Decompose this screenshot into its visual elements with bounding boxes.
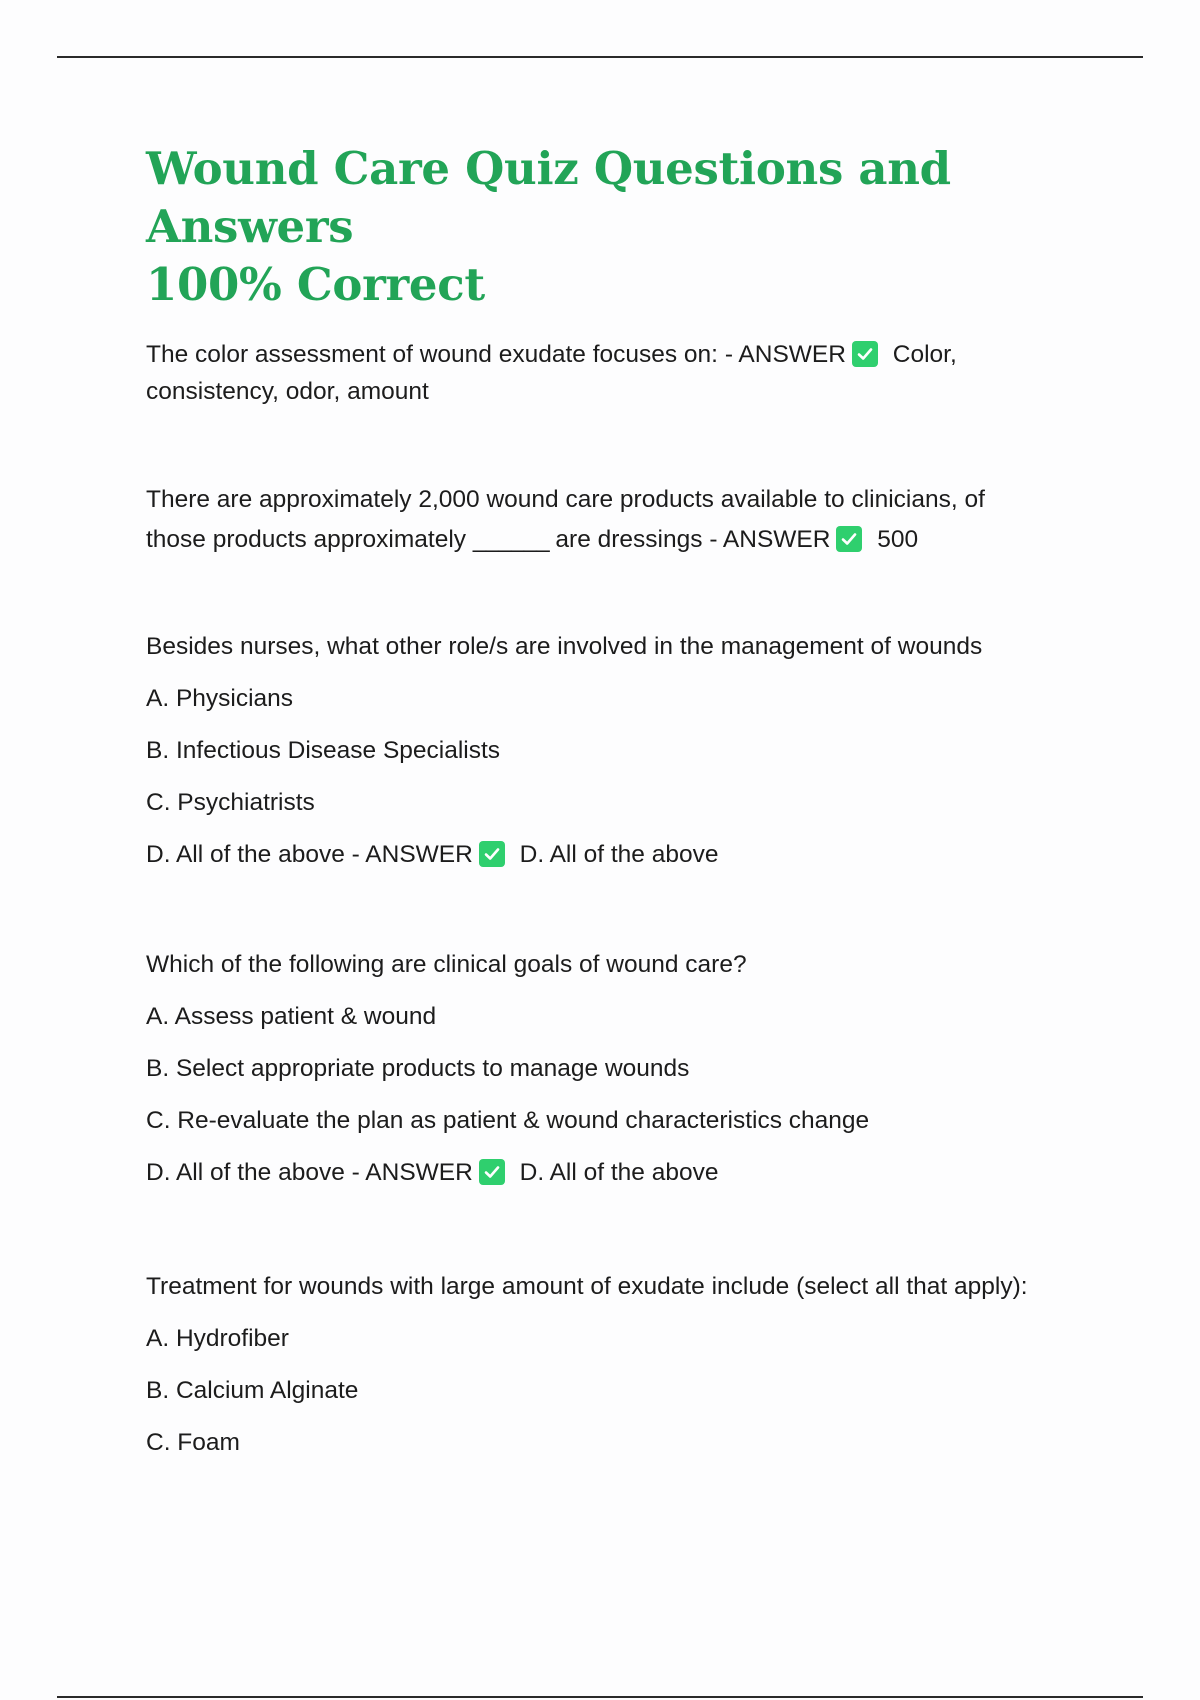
question-4-option-d: D. All of the above: [146, 1159, 345, 1186]
question-4-answer: D. All of the above: [519, 1159, 719, 1186]
question-4-option-a: A. Assess patient & wound: [146, 1003, 437, 1030]
top-rule: [57, 56, 1143, 58]
question-5-stem: Treatment for wounds with large amount of exudate include (select all that apply):: [146, 1273, 1028, 1300]
question-3-option-c: C. Psychiatrists: [146, 789, 315, 816]
question-2-text: [146, 480, 1106, 560]
check-mark-icon: [836, 526, 862, 552]
question-5-option-a: A. Hydrofiber: [146, 1325, 289, 1352]
check-mark-icon: [852, 341, 878, 367]
answer-marker: - ANSWER: [351, 1159, 473, 1186]
question-1-stem: The color assessment of wound exudate focuses on:: [146, 341, 718, 368]
question-5: [146, 1270, 1106, 1460]
answer-marker: - ANSWER: [709, 526, 831, 553]
document-title: [146, 140, 1106, 314]
question-1-answer-cont: consistency, odor, amount: [146, 378, 429, 405]
question-2-stem-part-1: There are approximately 2,000 wound care products available to clinicians, of: [146, 486, 985, 513]
question-2-stem-part-2: those products approximately: [146, 526, 467, 553]
question-1-text: [146, 336, 1106, 410]
title-line-2: 100% Correct: [146, 258, 485, 311]
question-3-option-b: B. Infectious Disease Specialists: [146, 737, 501, 764]
question-1: [146, 336, 1106, 410]
question-2-stem-part-3: are dressings: [555, 526, 703, 553]
check-mark-icon: [479, 841, 505, 867]
question-3-option-d: D. All of the above: [146, 841, 345, 868]
question-5-option-c: C. Foam: [146, 1429, 240, 1456]
question-3-answer: D. All of the above: [519, 841, 719, 868]
question-4-option-c: C. Re-evaluate the plan as patient & wound characteristics change: [146, 1107, 870, 1134]
question-3-stem: Besides nurses, what other role/s are involved in the management of wounds: [146, 633, 983, 660]
question-4-stem: Which of the following are clinical goals of wound care?: [146, 951, 747, 978]
question-3-option-a: A. Physicians: [146, 685, 294, 712]
question-3-option-d-line: [146, 838, 1106, 872]
answer-blank: ______: [472, 526, 549, 553]
bottom-rule: [57, 1696, 1143, 1698]
answer-marker: - ANSWER: [351, 841, 473, 868]
check-mark-icon: [479, 1159, 505, 1185]
answer-marker: - ANSWER: [724, 341, 846, 368]
question-4: [146, 948, 1106, 1190]
title-line-1: Wound Care Quiz Questions and Answers: [146, 142, 951, 253]
question-4-option-d-line: [146, 1156, 1106, 1190]
question-2-answer: 500: [877, 526, 919, 553]
question-2: [146, 480, 1106, 560]
question-1-answer: Color,: [892, 341, 957, 368]
question-5-option-b: B. Calcium Alginate: [146, 1377, 359, 1404]
document-body: [146, 140, 1106, 1508]
question-3: [146, 630, 1106, 872]
question-4-option-b: B. Select appropriate products to manage wounds: [146, 1055, 690, 1082]
